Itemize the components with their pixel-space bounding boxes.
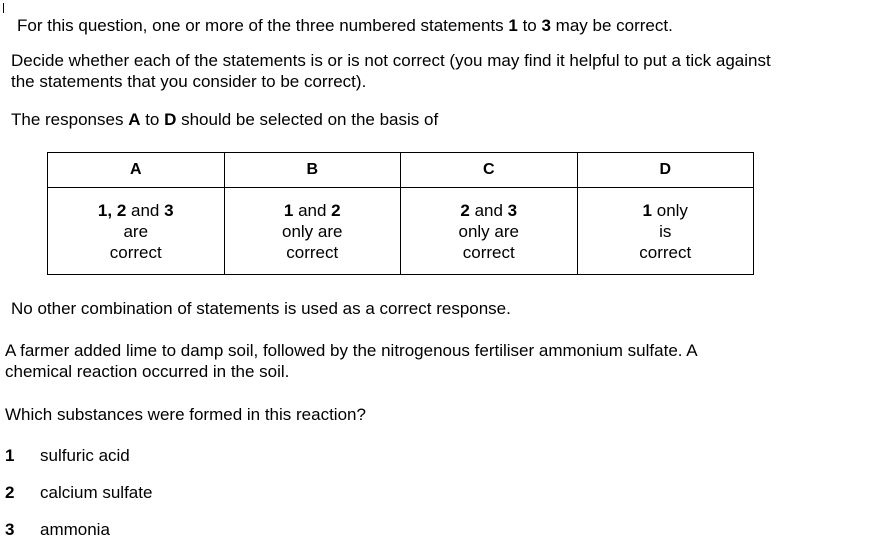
combination-note: No other combination of statements is used as a correct response. [11,299,511,318]
key-header-d: D [577,153,754,188]
key-cell-d: 1 only is correct [577,188,754,275]
instruction-line-2: Decide whether each of the statements is or is not correct (you may find it helpful to put a tick against [11,51,771,70]
question-line-2: chemical reaction occurred in the soil. [5,362,290,381]
statement-number-3: 3 [5,520,15,539]
instruction-line-4: The responses A to D should be selected on the basis of [11,110,439,129]
response-key-table [47,152,754,275]
statement-text-3: ammonia [40,520,110,539]
key-header-a: A [48,153,225,188]
question-prompt: Which substances were formed in this reaction? [5,405,366,424]
key-header-b: B [224,153,401,188]
text-cursor-mark [3,3,4,13]
key-cell-c: 2 and 3 only are correct [401,188,578,275]
statement-text-2: calcium sulfate [40,483,153,502]
statement-number-2: 2 [5,483,15,502]
statement-text-1: sulfuric acid [40,446,130,465]
key-header-c: C [401,153,578,188]
key-cell-a: 1, 2 and 3 are correct [48,188,225,275]
instruction-line-3: the statements that you consider to be correct). [11,72,367,91]
question-line-1: A farmer added lime to damp soil, followed by the nitrogenous fertiliser ammonium sulfate. A [5,341,698,360]
statement-number-1: 1 [5,446,15,465]
instruction-line-1: For this question, one or more of the three numbered statements 1 to 3 may be correct. [17,16,673,35]
key-cell-b: 1 and 2 only are correct [224,188,401,275]
